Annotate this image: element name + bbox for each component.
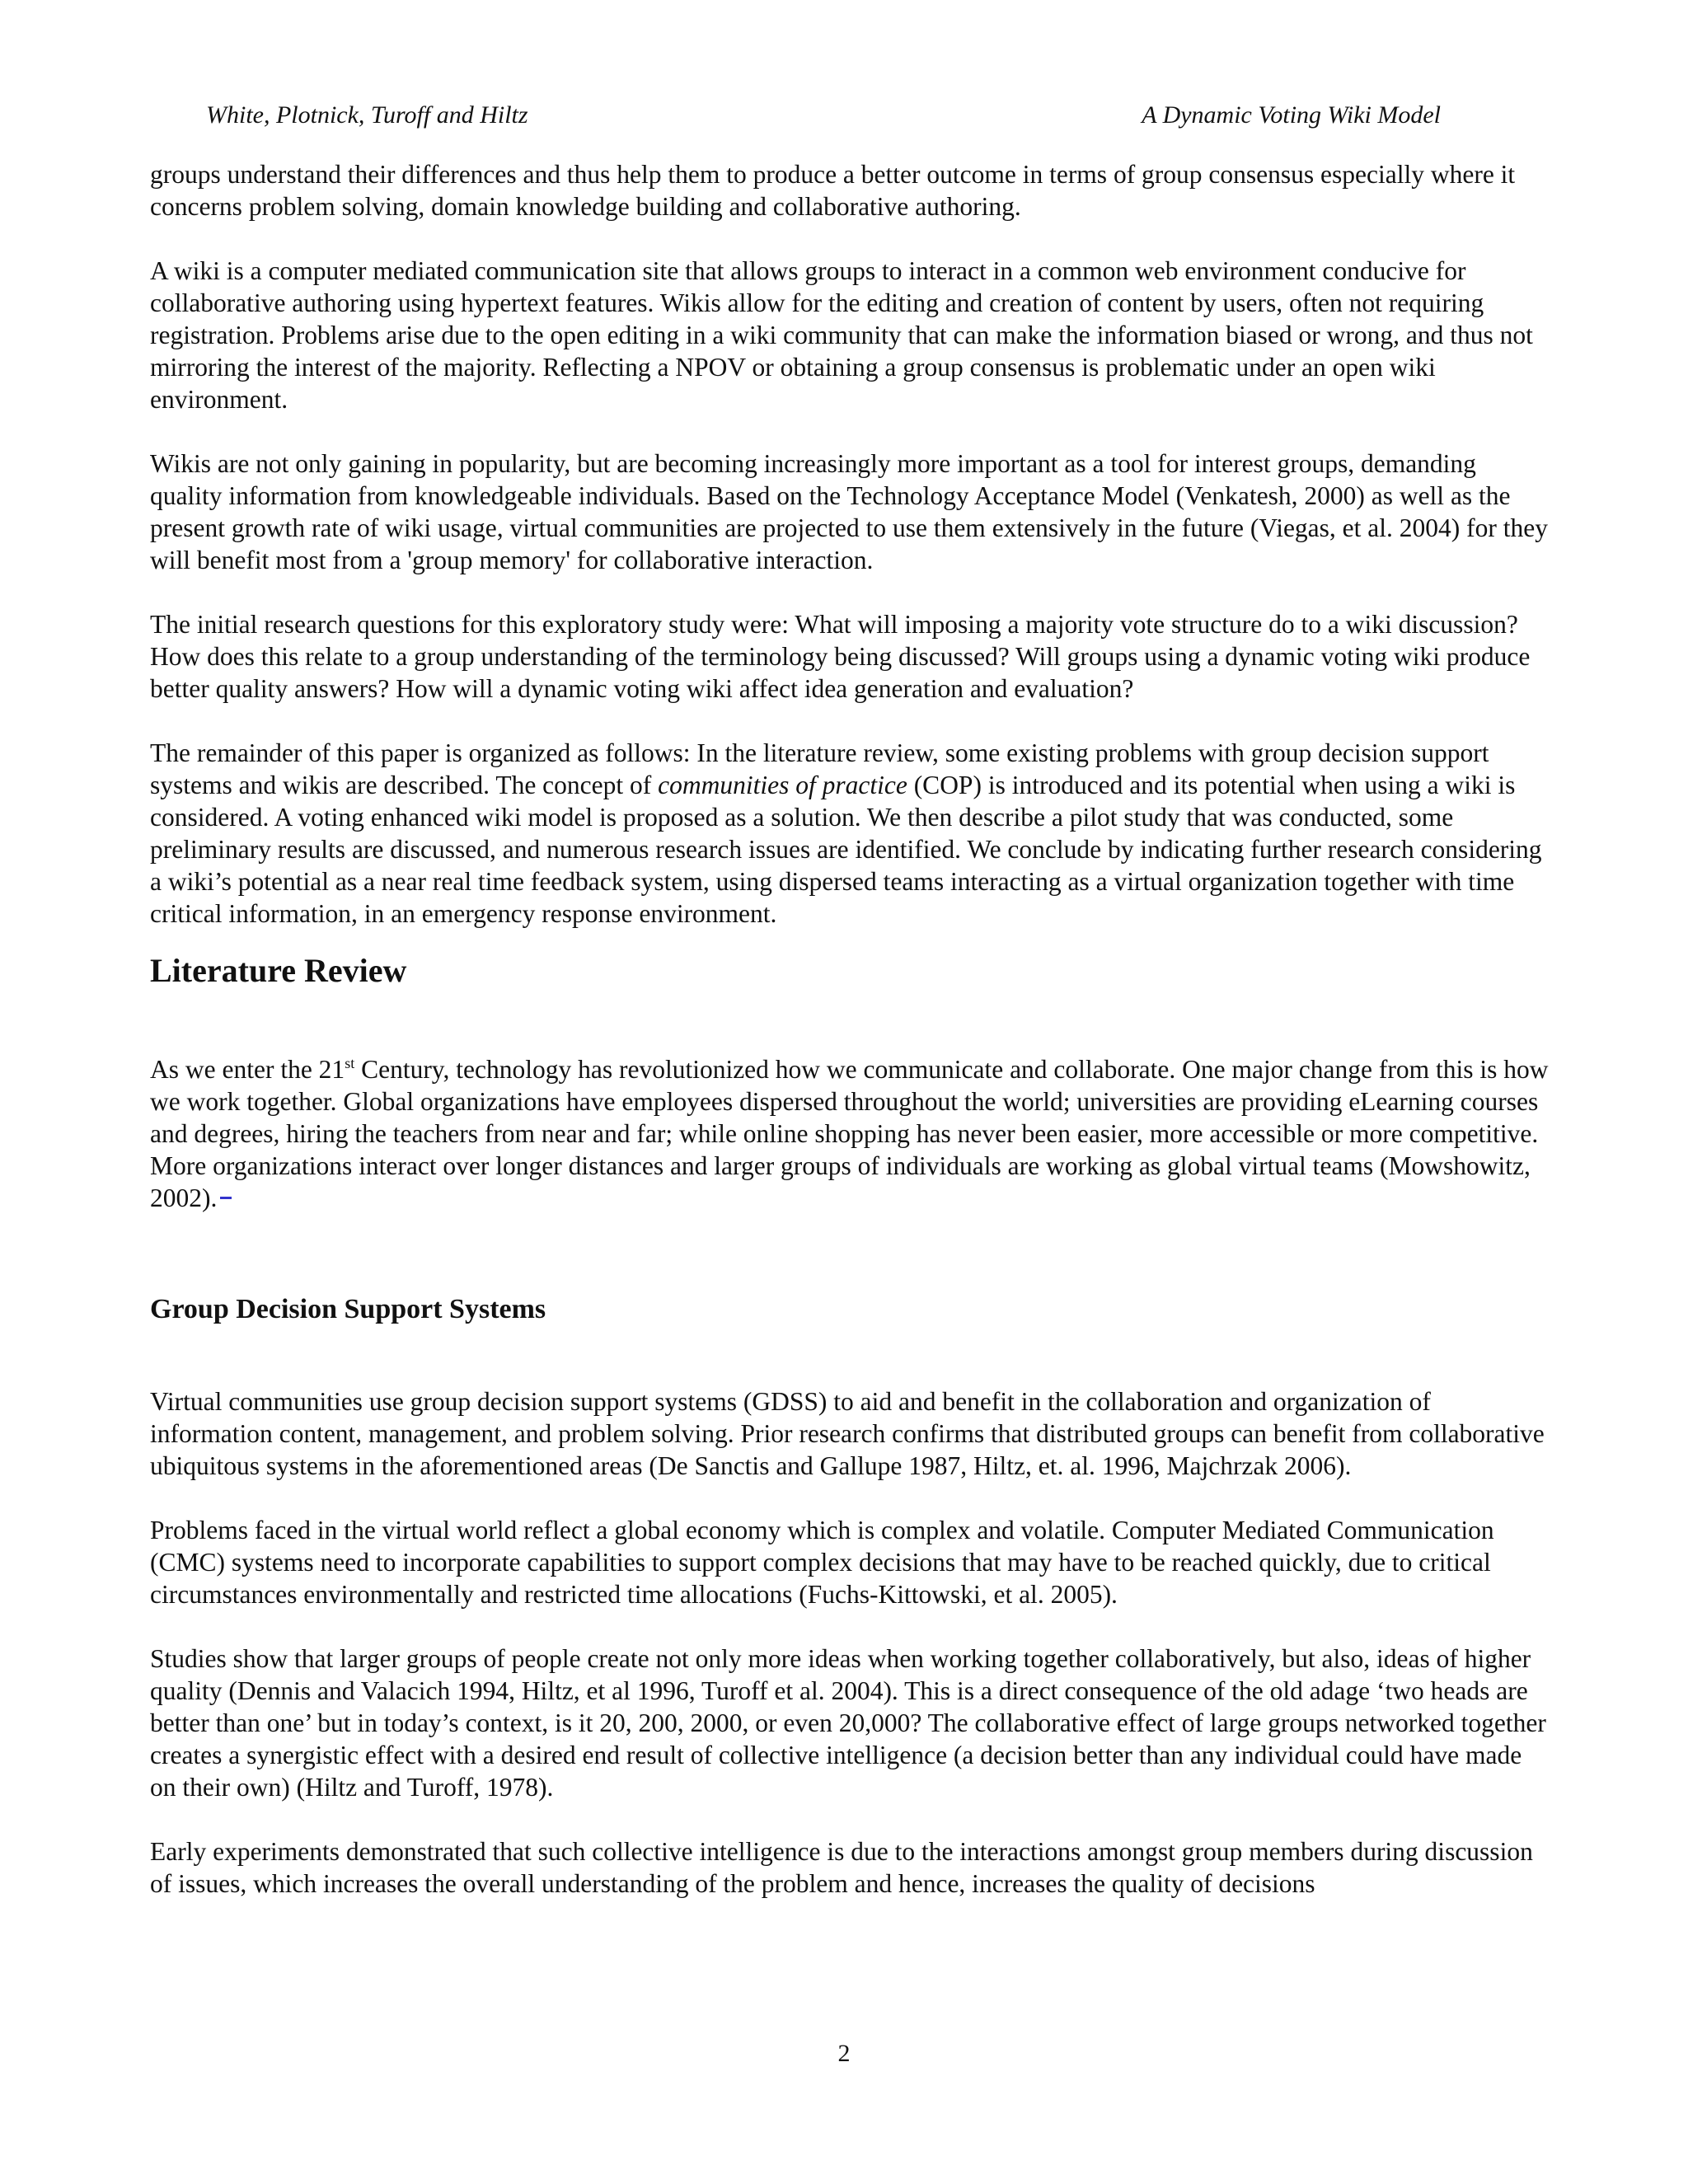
paragraph: Wikis are not only gaining in popularity, but are becoming increasingly more important as a tool for interest groups, demanding quality information from knowledgeable individuals. Based on the Technology Acceptance Model (Venkatesh, 2000) as well as the present growth rate of wiki usage, virtual communities are projected to use them extensively in the future (Viegas, et al. 2004) for they will benefit most from a 'group memory' for collaborative interaction.	[150, 449, 1548, 574]
header-title: A Dynamic Voting Wiki Model	[1142, 101, 1441, 129]
paragraph: A wiki is a computer mediated communication site that allows groups to interact in a common web environment conducive for collaborative authoring using hypertext features. Wikis allow for the editing and creation of content by users, often not requiring registration. Problems arise due to the open editing in a wiki community that can make the information biased or wrong, and thus not mirroring the interest of the majority. Reflecting a NPOV or obtaining a group consensus is problematic under an open wiki environment.	[150, 256, 1533, 414]
emphasis-communities-of-practice: communities of practice	[658, 771, 907, 799]
running-header	[206, 97, 1441, 134]
subsection-heading-gdss: Group Decision Support Systems	[150, 1294, 546, 1324]
paragraph-literature-intro	[150, 1053, 1551, 1214]
superscript: st	[345, 1055, 355, 1071]
header-authors: White, Plotnick, Turoff and Hiltz	[206, 101, 528, 129]
paragraph: Early experiments demonstrated that such collective intelligence is due to the interactions amongst group members during discussion of issues, which increases the overall understanding of the problem and hence, increases the quality of decisions	[150, 1837, 1533, 1898]
paragraph: The initial research questions for this exploratory study were: What will imposing a majority vote structure do to a wiki discussion? How does this relate to a group understanding of the terminology being discussed? Will groups using a dynamic voting wiki produce better quality answers? How will a dynamic voting wiki affect idea generation and evaluation?	[150, 610, 1531, 703]
paragraph: Problems faced in the virtual world reflect a global economy which is complex and volatile. Computer Mediated Communication (CMC) systems need to incorporate capabilities to support complex decisions that may have to be reached quickly, due to critical circumstances environmentally and restricted time allocations (Fuchs-Kittowski, et al. 2005).	[150, 1516, 1494, 1609]
section-heading-literature-review: Literature Review	[150, 952, 407, 989]
paragraph-organization	[150, 737, 1551, 930]
text-run: As we enter the 21	[150, 1055, 345, 1084]
text-run: (COP) is introduced and its potential when using a wiki is considered. A voting enhanced wiki model is proposed as a solution. We then describe a pilot study that was conducted, some preliminary results are discussed, and numerous research issues are identified. We conclude by indicating further research considering a wiki’s potential as a near real time feedback system, using dispersed teams interacting as a virtual organization together with time critical information, in an emergency response environment.	[150, 771, 1542, 928]
body-text	[150, 158, 1551, 1932]
footnote-marker	[220, 1197, 232, 1199]
paragraph: Studies show that larger groups of people create not only more ideas when working together collaboratively, but also, ideas of higher quality (Dennis and Valacich 1994, Hiltz, et al 1996, Turoff et al. 2004). This is a direct consequence of the old adage ‘two heads are better than one’ but in today’s context, is it 20, 200, 2000, or even 20,000? The collaborative effect of large groups networked together creates a synergistic effect with a desired end result of collective intelligence (a decision better than any individual could have made on their own) (Hiltz and Turoff, 1978).	[150, 1644, 1546, 1802]
paragraph: Virtual communities use group decision support systems (GDSS) to aid and benefit in the collaboration and organization of information content, management, and problem solving. Prior research confirms that distributed groups can benefit from collaborative ubiquitous systems in the aforementioned areas (De Sanctis and Gallupe 1987, Hiltz, et. al. 1996, Majchrzak 2006).	[150, 1387, 1545, 1480]
text-run: The remainder of this paper is organized as follows: In the literature review, some existing problems with group decision support systems and wikis are described. The concept of	[150, 738, 1489, 799]
text-run: Century, technology has revolutionized how we communicate and collaborate. One major change from this is how we work together. Global organizations have employees dispersed throughout the world; universities are providing eLearning courses and degrees, hiring the teachers from near and far; while online shopping has never been easier, more accessible or more competitive. More organizations interact over longer distances and larger groups of individuals are working as global virtual teams (Mowshowitz, 2002).	[150, 1055, 1549, 1212]
page-number: 2	[837, 2040, 851, 2067]
paragraph: groups understand their differences and thus help them to produce a better outcome in terms of group consensus especially where it concerns problem solving, domain knowledge building and collaborative authoring.	[150, 160, 1516, 221]
